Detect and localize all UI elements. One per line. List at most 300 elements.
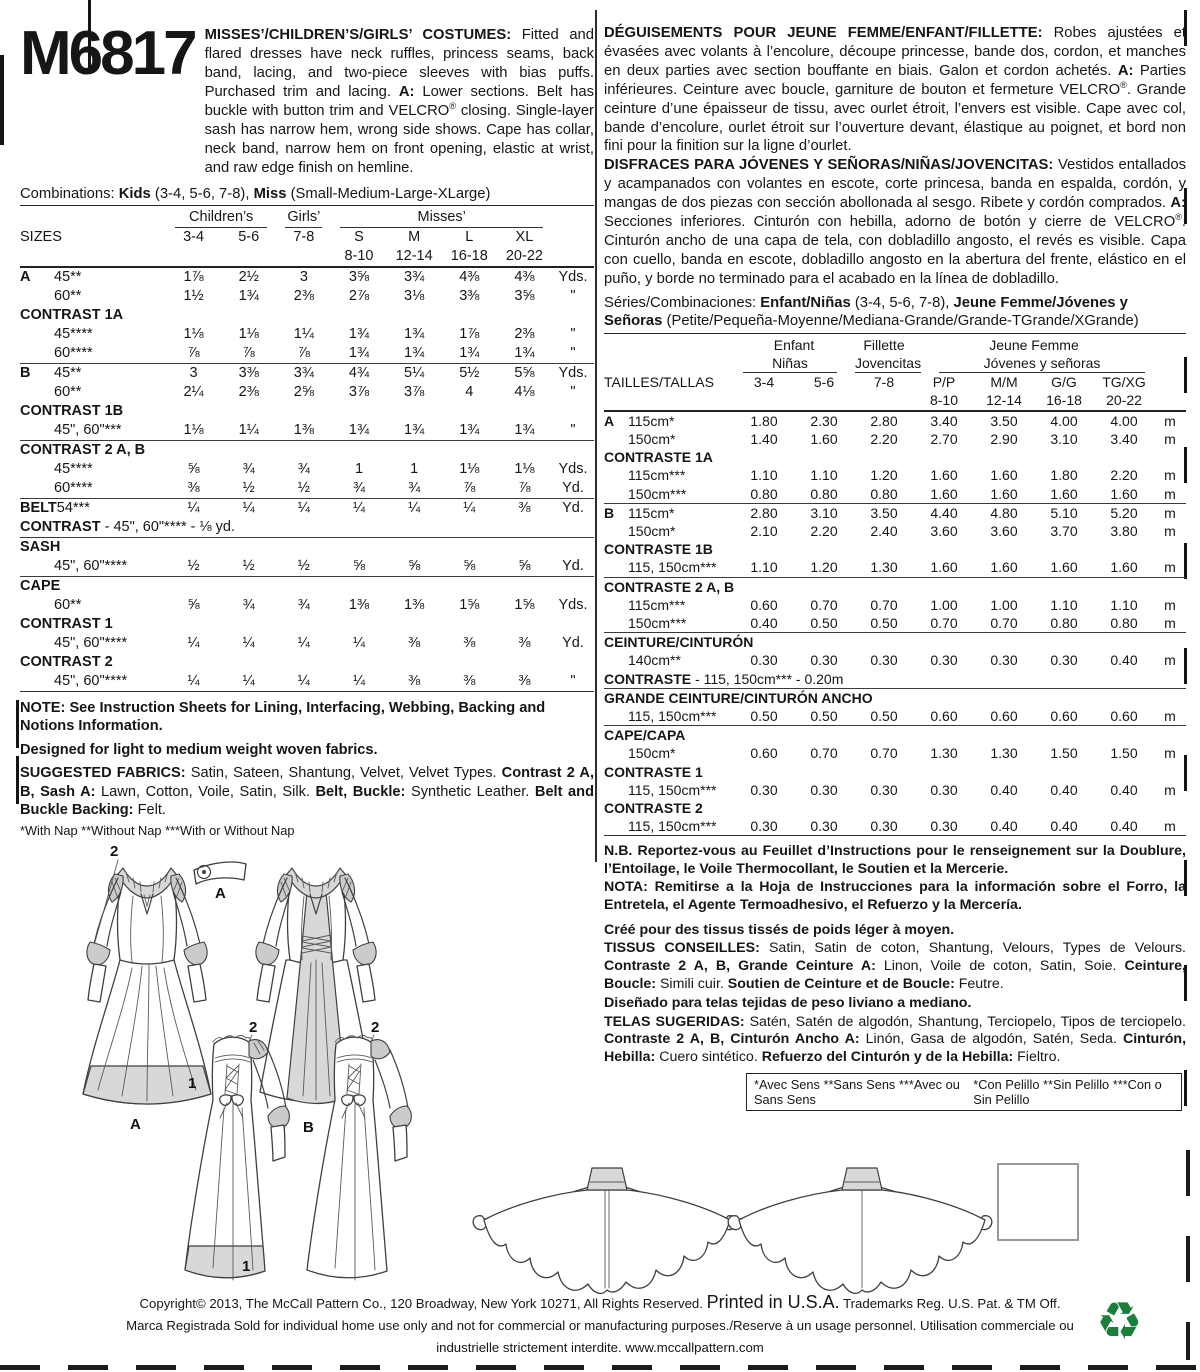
yardage-value: 2.20 [1110, 467, 1138, 484]
french-description: DÉGUISEMENTS POUR JEUNE FEMME/ENFANT/FILLETTE: Robes ajustées et évasées avec volants à l’encolure, découpe princesse, bande dos, cordon, et manches en deux parties avec section bouffante en biais. Galon et cordon achetés. A: Parties inférieures. Ceinture avec boucle, garniture de bouton et fermeture VELCRO®. Grande ceinture d’une épaisseur de tissu, avec ourlet étroit, l’envers est visible. Cape avec col, bande d’encolure, ourlet étroit sur l’ouverture devant, élastique au poignet, et bord non fini pour la finition sur la ligne d’ourlet. [604, 25, 1186, 155]
size-label: 3-4 [753, 374, 775, 391]
row-label: 140cm** [628, 652, 681, 669]
table-group-top-row [604, 336, 1186, 354]
section-label: CEINTURE/CINTURÓN [604, 634, 754, 651]
yardage-value: 1.20 [870, 467, 898, 484]
yardage-value: 1⅝ [514, 597, 535, 613]
yardage-value: 2.40 [870, 522, 898, 539]
yardage-value: 1⅛ [183, 422, 204, 438]
yardage-value: ⅝ [463, 558, 476, 574]
yardage-value: 0.30 [930, 818, 958, 835]
yardage-value: 2¼ [183, 384, 204, 400]
column-group-label: Niñas [743, 354, 837, 373]
table-size-row [604, 373, 1186, 391]
yardage-value: ½ [242, 558, 255, 574]
unit-label: " [570, 384, 576, 400]
unit-label: Yd. [562, 558, 584, 574]
row-label: B 115cm* [604, 504, 675, 521]
column-group-label: Jóvenes y señoras [939, 354, 1145, 373]
column-group-label: Misses’ [340, 208, 543, 228]
column-group-label: Enfant [773, 336, 815, 353]
yardage-value: 0.60 [1050, 707, 1078, 724]
yardage-value: 2⅜ [293, 288, 314, 304]
yardage-value: 1.10 [1110, 596, 1138, 613]
size-label: S [354, 229, 364, 245]
contrast-note: CONTRASTE - 115, 150cm*** - 0.20m [604, 670, 844, 687]
row-label: 150cm* [628, 522, 676, 539]
yardage-value: ½ [297, 558, 310, 574]
yardage-value: 3⅜ [238, 365, 259, 381]
yardage-value: ¾ [242, 597, 255, 613]
yardage-value: 0.70 [930, 614, 958, 631]
yardage-value: ⅞ [187, 345, 200, 361]
registration-mark [0, 55, 4, 145]
table-row [20, 266, 594, 287]
cape-front-drawing [473, 1168, 737, 1293]
yardage-value: 1¾ [514, 422, 535, 438]
row-label: 115cm*** [628, 467, 686, 484]
yardage-value: 2⅜ [514, 326, 535, 342]
row-label: 115, 150cm*** [628, 818, 717, 835]
column-group-label: Girls’ [285, 208, 322, 228]
yardage-value: 3.50 [870, 504, 898, 521]
yardage-value: 3.70 [1050, 522, 1078, 539]
unit-label: m [1164, 504, 1176, 521]
row-label: B 45** [20, 365, 82, 381]
yardage-value: 2⅞ [348, 288, 370, 304]
column-divider [595, 10, 597, 862]
section-label: GRANDE CEINTURE/CINTURÓN ANCHO [604, 689, 873, 706]
yardage-value: 0.70 [870, 596, 898, 613]
yardage-value: ¼ [352, 673, 366, 689]
yardage-value: 0.70 [810, 745, 838, 762]
yardage-value: 5.10 [1050, 504, 1078, 521]
yardage-value: 3.40 [930, 412, 958, 429]
unit-label: Yds. [558, 597, 588, 613]
registration-mark [16, 700, 19, 748]
yardage-value: 3.60 [930, 522, 958, 539]
table-section-row [20, 615, 594, 634]
website-line: industrielle strictement interdite. www.mccallpattern.com [436, 1340, 764, 1355]
yardage-value: 0.50 [810, 707, 838, 724]
yardage-value: 1¼ [293, 326, 314, 342]
yardage-value: ¼ [352, 500, 366, 516]
yardage-value: 1.10 [810, 467, 838, 484]
size-label: 5-6 [813, 374, 835, 391]
spanish-description: DISFRACES PARA JÓVENES Y SEÑORAS/NIÑAS/JOVENCITAS: Vestidos entallados y acampanados con volantes en escote, corte princesa, banda en espalda, cordón, y mangas de dos piezas con sección abollonada al sesgo. Ribete y cordón comprados. A: Secciones inferiores. Cinturón con hebilla, adorno de botón y cierre de VELCRO®. Cinturón ancho de una capa de tela, con dobladillo angosto, el revés es visible. Capa con cuello, banda en escote, dobladillo angosto en la abertura del frente, elástico en el puño, y borde no terminado para el acabado en la línea de dobladillo. [604, 157, 1186, 287]
yardage-value: ¼ [187, 673, 200, 689]
yardage-value: 0.40 [1110, 818, 1138, 835]
yardage-value: ⅜ [518, 635, 531, 651]
size-label: P/P [932, 374, 956, 391]
section-label: CONTRAST 1 [20, 616, 113, 632]
yardage-value: ¼ [242, 673, 255, 689]
table-section-row [20, 440, 594, 460]
yardage-value: 1⅜ [293, 422, 314, 438]
yardage-value: 0.80 [750, 485, 778, 502]
cut-line-bottom [0, 1365, 1200, 1370]
belt-label: A [215, 885, 226, 902]
yardage-value: 0.30 [750, 781, 778, 798]
section-label: CONTRAST 1A [20, 307, 124, 323]
table-row [604, 558, 1186, 576]
unit-label: Yds. [558, 269, 588, 285]
yardage-value: 0.30 [750, 652, 778, 669]
size-row-label: TAILLES/TALLAS [604, 374, 714, 391]
english-description: MISSES’/CHILDREN’S/GIRLS’ COSTUMES: Fitted and flared dresses have neck ruffles, princess seams, back band, lacing, and two-piece sleeves with bias puffs. Purchased trim and lacing. A: Lower sections. Belt has buckle with button trim and VELCRO® closing. Single-layer sash has narrow hem, wrong side shows. Cape has collar, neck band, narrow hem on front opening, elastic at wrist, and raw edge finish on hemline. [204, 27, 595, 176]
yardage-value: ⅜ [408, 635, 421, 651]
table-section-row [604, 632, 1186, 651]
yardage-value: 0.30 [870, 781, 898, 798]
yardage-value: ⅝ [518, 558, 531, 574]
unit-label: Yds. [558, 461, 588, 477]
yardage-value: 0.40 [750, 614, 778, 631]
yardage-value: 1.60 [930, 467, 958, 484]
table-row [20, 498, 594, 518]
yardage-value: ¾ [297, 597, 310, 613]
table-row [20, 479, 594, 498]
size-label: 8-10 [929, 392, 959, 409]
nap-footnote-spanish: *Con Pelillo **Sin Pelillo ***Con o Sin Pelillo [973, 1076, 1162, 1107]
table-row [604, 817, 1186, 835]
yardage-value: 1¾ [514, 345, 535, 361]
yardage-value: ½ [297, 480, 310, 496]
yardage-value: 1⅛ [238, 326, 259, 342]
yardage-value: 0.30 [810, 818, 838, 835]
unit-label: Yd. [562, 480, 584, 496]
table-row [20, 363, 594, 383]
yardage-value: ⅜ [518, 673, 531, 689]
unit-label: m [1164, 522, 1176, 539]
yardage-value: 1.30 [930, 745, 958, 762]
yardage-value: 1¾ [348, 422, 370, 438]
header [20, 19, 595, 178]
yardage-value: 0.30 [870, 652, 898, 669]
yardage-value: 2.70 [930, 430, 958, 447]
yardage-value: 3.10 [1050, 430, 1078, 447]
row-label: 60** [54, 384, 82, 400]
section-label: CONTRAST 1B [20, 403, 124, 419]
yardage-value: 3.80 [1110, 522, 1138, 539]
view-a-label: A [130, 1116, 141, 1133]
nb-french: N.B. Reportez-vous au Feuillet d’Instructions pour le renseignement sur la Doublure, l’Entoilage, le Voile Thermocollant, le Soutien et la Mercerie. [604, 843, 1186, 878]
yardage-value: 3 [299, 269, 308, 285]
yardage-value: 1¾ [404, 326, 425, 342]
yardage-value: 0.70 [870, 745, 898, 762]
yardage-value: ⅜ [518, 500, 531, 516]
table-row [604, 596, 1186, 614]
size-label: M/M [990, 374, 1018, 391]
unit-label: m [1164, 467, 1176, 484]
english-column [20, 19, 595, 838]
yardage-value: ⅜ [463, 635, 476, 651]
yardage-value: 0.40 [990, 781, 1018, 798]
unit-label: m [1164, 430, 1176, 447]
yardage-value: ⅞ [242, 345, 255, 361]
row-label: 45", 60"**** [54, 673, 128, 689]
yardage-value: 2⅝ [293, 384, 314, 400]
yardage-value: ⅞ [297, 345, 310, 361]
yardage-value: 0.40 [1050, 781, 1078, 798]
table-row [20, 421, 594, 440]
table-row [20, 344, 594, 363]
yardage-value: 3⅝ [514, 288, 535, 304]
column-group-label: Jovencitas [855, 354, 921, 373]
yardage-value: 4⅜ [459, 269, 480, 285]
row-label: 150cm* [628, 430, 676, 447]
yardage-value: 2.20 [870, 430, 898, 447]
series-line: Séries/Combinaciones: Enfant/Niñas (3-4, 5-6, 7-8), Jeune Femme/Jóvenes y Señoras (Petite/Pequeña-Moyenne/Mediana-Grande/Grande-TGrande/XGrande) [604, 294, 1186, 334]
table-row [20, 557, 594, 576]
yardage-value: 5½ [459, 365, 480, 381]
yardage-value: 0.40 [1110, 781, 1138, 798]
yardage-value: ⅝ [352, 558, 366, 574]
yardage-value: 1 [410, 461, 419, 477]
yardage-value: ¼ [242, 500, 255, 516]
yardage-value: 1.60 [990, 485, 1018, 502]
table-row [604, 744, 1186, 762]
unit-label: m [1164, 818, 1176, 835]
yardage-value: 0.50 [810, 614, 838, 631]
size-label: 12-14 [986, 392, 1022, 409]
yardage-value: 0.70 [990, 614, 1018, 631]
unit-label: m [1164, 485, 1176, 502]
yardage-value: 1¾ [404, 345, 425, 361]
yardage-value: 0.40 [1110, 652, 1138, 669]
nap-footnote-french: *Avec Sens **Sans Sens ***Avec ou Sans Sens [754, 1076, 960, 1107]
table-row [20, 287, 594, 306]
yardage-value: 1.60 [1050, 485, 1078, 502]
table-size-subrow [604, 391, 1186, 409]
size-label: 12-14 [395, 248, 433, 264]
yardage-value: 0.60 [1110, 707, 1138, 724]
row-label: 60**** [54, 480, 93, 496]
size-label: G/G [1051, 374, 1077, 391]
table-section-row [604, 725, 1186, 744]
table-note-row [604, 670, 1186, 688]
unit-label: m [1164, 559, 1176, 576]
row-label: 45", 60"*** [54, 422, 122, 438]
yardage-value: 1⅜ [348, 597, 370, 613]
yardage-value: 0.40 [1050, 818, 1078, 835]
yardage-value: 2.80 [870, 412, 898, 429]
yardage-value: 2.80 [750, 504, 778, 521]
piece-label: 2 [371, 1019, 380, 1036]
yardage-value: 1 [354, 461, 364, 477]
size-label: 16-18 [1046, 392, 1082, 409]
table-row [604, 707, 1186, 725]
yardage-value: ¾ [352, 480, 366, 496]
row-label: 60**** [54, 345, 93, 361]
size-label: 5-6 [238, 229, 260, 245]
section-label: SASH [20, 539, 61, 555]
swatch-box [998, 1164, 1078, 1240]
yardage-value: 1⅞ [183, 269, 204, 285]
recycle-icon: ♻ [1096, 1293, 1143, 1351]
nota-spanish: NOTA: Remitirse a la Hoja de Instrucciones para la información sobre el Forro, la Entretela, el Agente Termoadhesivo, el Refuerzo y la Mercería. [604, 878, 1186, 913]
unit-label: " [570, 345, 576, 361]
size-label: 16-18 [450, 248, 488, 264]
suggested-fabrics: SUGGESTED FABRICS: Satin, Sateen, Shantung, Velvet, Velvet Types. Contrast 2 A, B, Sash A: Lawn, Cotton, Voile, Satin, Silk. Belt, Buckle: Synthetic Leather. Belt and Buckle Backing: Felt. [20, 765, 595, 819]
yardage-value: ⅜ [187, 480, 200, 496]
belt-drawing [194, 862, 246, 902]
yardage-value: ⅝ [187, 461, 200, 477]
yardage-value: ⅞ [518, 480, 531, 496]
unit-label: " [570, 288, 576, 304]
row-label: 150cm*** [628, 614, 687, 631]
yardage-value: 4 [465, 384, 474, 400]
dress-a-front-drawing [83, 843, 211, 1133]
yardage-value: ¾ [297, 461, 310, 477]
yardage-value: ⅝ [187, 597, 200, 613]
note-english: NOTE: See Instruction Sheets for Lining, Interfacing, Webbing, Backing and Notions Information. [20, 700, 546, 734]
yardage-value: 0.30 [990, 652, 1018, 669]
unit-label: " [570, 422, 576, 438]
yardage-value: 3.50 [990, 412, 1018, 429]
yardage-value: ⅜ [408, 673, 421, 689]
size-label: 20-22 [505, 248, 543, 264]
yardage-value: 1⅞ [459, 326, 480, 342]
yardage-value: 0.80 [1110, 614, 1138, 631]
tissus-conseilles: TISSUS CONSEILLES: Satin, Satin de coton, Shantung, Velours, Types de Velours. Contraste 2 A, B, Grande Ceinture A: Linon, Voile de coton, Satin, Soie. Ceinture, Boucle: Simili cuir. Soutien de Ceinture et de Boucle: Feutre. [604, 940, 1186, 992]
section-label: CONTRASTE 2 A, B [604, 578, 735, 595]
yardage-value: 3⅞ [404, 384, 425, 400]
yardage-table-metric [604, 336, 1186, 836]
piece-label: 1 [242, 1258, 251, 1275]
row-label: BELT54*** [20, 500, 90, 516]
row-label: A 45** [20, 269, 82, 285]
yardage-value: 1⅛ [459, 461, 480, 477]
contrast-note: CONTRAST - 45", 60"**** - ⅛ yd. [20, 519, 235, 535]
row-label: 60** [54, 597, 82, 613]
table-row [604, 485, 1186, 503]
yardage-value: 1.50 [1110, 745, 1138, 762]
yardage-value: 1.80 [1050, 467, 1078, 484]
yardage-value: 1.80 [750, 412, 778, 429]
unit-label: m [1164, 412, 1176, 429]
view-b-label: B [303, 1119, 314, 1136]
yardage-value: 1.50 [1050, 745, 1078, 762]
table-section-row [20, 576, 594, 596]
row-label: 150cm* [628, 745, 676, 762]
yardage-value: ⅞ [463, 480, 476, 496]
unit-label: Yd. [562, 500, 584, 516]
yardage-value: 0.30 [1050, 652, 1078, 669]
row-label: 115, 150cm*** [628, 559, 717, 576]
yardage-value: 1¾ [348, 345, 370, 361]
yardage-value: 3.10 [810, 504, 838, 521]
table-size-subrow [20, 247, 594, 266]
table-row [20, 672, 594, 691]
yardage-value: 0.30 [870, 818, 898, 835]
row-label: 115cm*** [628, 596, 686, 613]
nap-footnote-english: *With Nap **Without Nap ***With or Without Nap [20, 822, 295, 838]
size-label: L [465, 229, 474, 245]
table-note-row [20, 518, 594, 537]
yardage-value: 3.40 [1110, 430, 1138, 447]
table-section-row [604, 577, 1186, 596]
yardage-value: ¾ [408, 480, 421, 496]
size-label: XL [515, 229, 534, 245]
yardage-value: 1.30 [990, 745, 1018, 762]
yardage-value: 1.60 [990, 467, 1018, 484]
yardage-value: 1.00 [990, 596, 1018, 613]
yardage-value: 1.20 [810, 559, 838, 576]
yardage-value: 1⅜ [404, 597, 425, 613]
yardage-value: 3¾ [293, 365, 314, 381]
yardage-value: 3⅜ [459, 288, 480, 304]
yardage-value: 1.60 [930, 485, 958, 502]
yardage-value: ¼ [408, 500, 421, 516]
section-label: CONTRASTE 2 [604, 799, 703, 816]
table-section-row [20, 653, 594, 672]
yardage-value: 1.60 [1110, 559, 1138, 576]
unit-label: m [1164, 707, 1176, 724]
section-label: CAPE/CAPA [604, 727, 686, 744]
license-line: Marca Registrada Sold for individual home use only and not for commercial or manufacturing purposes./Reserve à un usage personnel. Utilisation commerciale ou [126, 1318, 1074, 1333]
yardage-value: 4⅛ [514, 384, 535, 400]
yardage-value: 1.30 [870, 559, 898, 576]
yardage-value: 1.60 [1050, 559, 1078, 576]
table-group-row [20, 208, 594, 228]
unit-label: m [1164, 745, 1176, 762]
yardage-value: 1.40 [750, 430, 778, 447]
yardage-value: 1⅛ [514, 461, 535, 477]
copyright-line: Copyright© 2013, The McCall Pattern Co., 120 Broadway, New York 10271, All Rights Reserved. Printed in U.S.A. Trademarks Reg. U.S. Pat. & TM Off. [139, 1292, 1061, 1312]
yardage-value: 0.30 [930, 652, 958, 669]
column-group-label: Fillette [863, 336, 905, 353]
yardage-value: 0.30 [810, 781, 838, 798]
yardage-value: 0.50 [870, 614, 898, 631]
column-group-label: Jeune Femme [989, 336, 1079, 353]
table-row [20, 460, 594, 479]
row-label: 45", 60"**** [54, 635, 128, 651]
table-section-row [604, 799, 1186, 817]
size-label: M [408, 229, 421, 245]
table-section-row [604, 540, 1186, 558]
yardage-table-english [20, 208, 594, 692]
yardage-value: 1⅛ [183, 326, 204, 342]
pattern-number: M6817 [20, 19, 195, 88]
row-label: 45**** [54, 326, 93, 342]
yardage-value: 0.50 [870, 707, 898, 724]
yardage-value: 0.80 [1050, 614, 1078, 631]
section-label: CONTRAST 2 A, B [20, 442, 146, 458]
registration-mark [16, 756, 19, 804]
yardage-value: 0.80 [870, 485, 898, 502]
yardage-value: 3⅞ [348, 384, 370, 400]
yardage-value: 2.10 [750, 522, 778, 539]
unit-label: m [1164, 614, 1176, 631]
yardage-value: 1.60 [810, 430, 838, 447]
yardage-value: ¼ [187, 500, 200, 516]
yardage-value: 5¼ [404, 365, 425, 381]
yardage-value: 1¾ [404, 422, 425, 438]
size-label: 7-8 [873, 374, 895, 391]
table-row [604, 614, 1186, 632]
yardage-value: 5.20 [1110, 504, 1138, 521]
unit-label: Yds. [558, 365, 588, 381]
unit-label: Yd. [562, 635, 584, 651]
yardage-value: ¼ [242, 635, 255, 651]
yardage-value: 1¼ [238, 422, 259, 438]
yardage-value: 0.30 [750, 818, 778, 835]
yardage-value: 0.60 [930, 707, 958, 724]
yardage-value: ⅜ [463, 673, 476, 689]
yardage-value: 5⅝ [514, 365, 535, 381]
yardage-value: 1.00 [930, 596, 958, 613]
row-label: 115, 150cm*** [628, 707, 717, 724]
